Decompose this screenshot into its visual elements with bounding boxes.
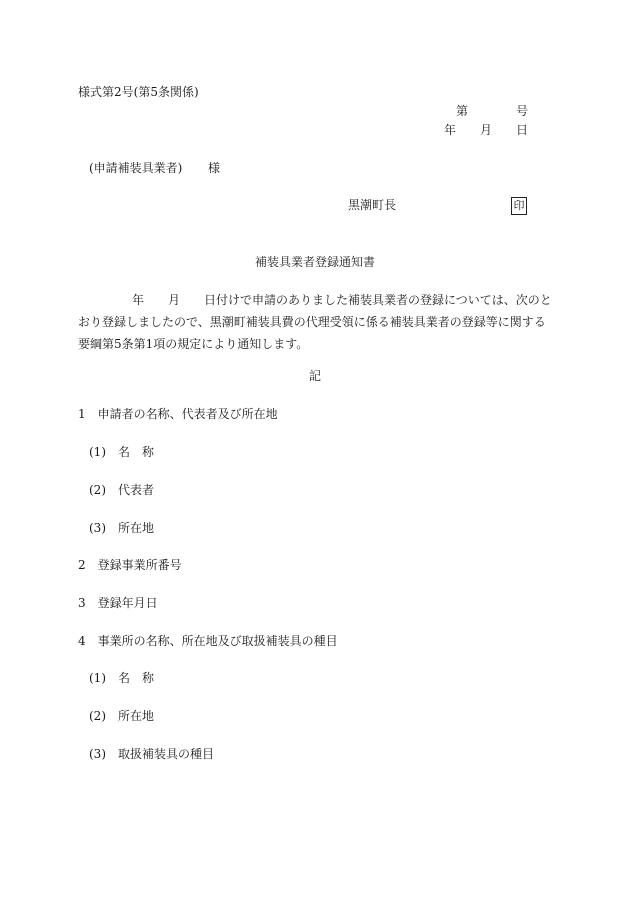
item-label: 登録事業所番号 [97, 558, 182, 572]
body-year: 年 [132, 293, 145, 307]
list-item [89, 482, 154, 498]
date-day: 日 [516, 123, 529, 137]
item-label: 取扱補装具の種目 [118, 747, 215, 761]
item-number: (2) [89, 483, 106, 497]
list-item [89, 746, 214, 762]
list-item [78, 595, 158, 611]
ki-label: 記 [309, 369, 322, 383]
item-number: 4 [78, 634, 86, 648]
date-month: 月 [480, 123, 493, 137]
body-text: 日付けで申請のありました補装具業者の登録については、次のとおり登録しましたので、黒潮町補装具費の代理受領に係る補装具業者の登録等に関する要綱第5条第1項の規定により通知します。 [78, 293, 552, 351]
item-label: 所在地 [118, 709, 155, 723]
item-label: 事業所の名称、所在地及び取扱補装具の種目 [97, 634, 338, 648]
list-item [89, 670, 154, 686]
item-label: 登録年月日 [97, 596, 158, 610]
item-label: 申請者の名称、代表者及び所在地 [97, 407, 278, 421]
sender-title: 黒潮町長 [348, 198, 397, 212]
date-year: 年 [444, 123, 457, 137]
doc-number-prefix: 第 [456, 104, 469, 118]
item-number: (1) [89, 445, 106, 459]
recipient-honorific: 様 [208, 161, 221, 175]
item-number: 3 [78, 596, 86, 610]
list-item [78, 406, 278, 422]
form-label: 様式第2号(第5条関係) [78, 85, 199, 99]
item-label: 名 称 [118, 445, 155, 459]
item-number: (1) [89, 671, 106, 685]
list-item [89, 708, 154, 724]
item-label: 名 称 [118, 671, 155, 685]
item-label: 所在地 [118, 521, 155, 535]
list-item [89, 520, 154, 536]
item-label: 代表者 [118, 483, 155, 497]
list-item [78, 557, 182, 573]
recipient-name: (申請補装具業者) [89, 161, 183, 175]
item-number: (3) [89, 521, 106, 535]
doc-number-suffix: 号 [516, 104, 529, 118]
item-number: 2 [78, 558, 86, 572]
list-item [78, 633, 338, 649]
body-paragraph [78, 289, 553, 355]
seal-stamp: 印 [511, 197, 527, 215]
item-number: 1 [78, 407, 86, 421]
item-number: (2) [89, 709, 106, 723]
body-month: 月 [168, 293, 181, 307]
document-title: 補装具業者登録通知書 [255, 255, 376, 269]
item-number: (3) [89, 747, 106, 761]
list-item [89, 444, 154, 460]
